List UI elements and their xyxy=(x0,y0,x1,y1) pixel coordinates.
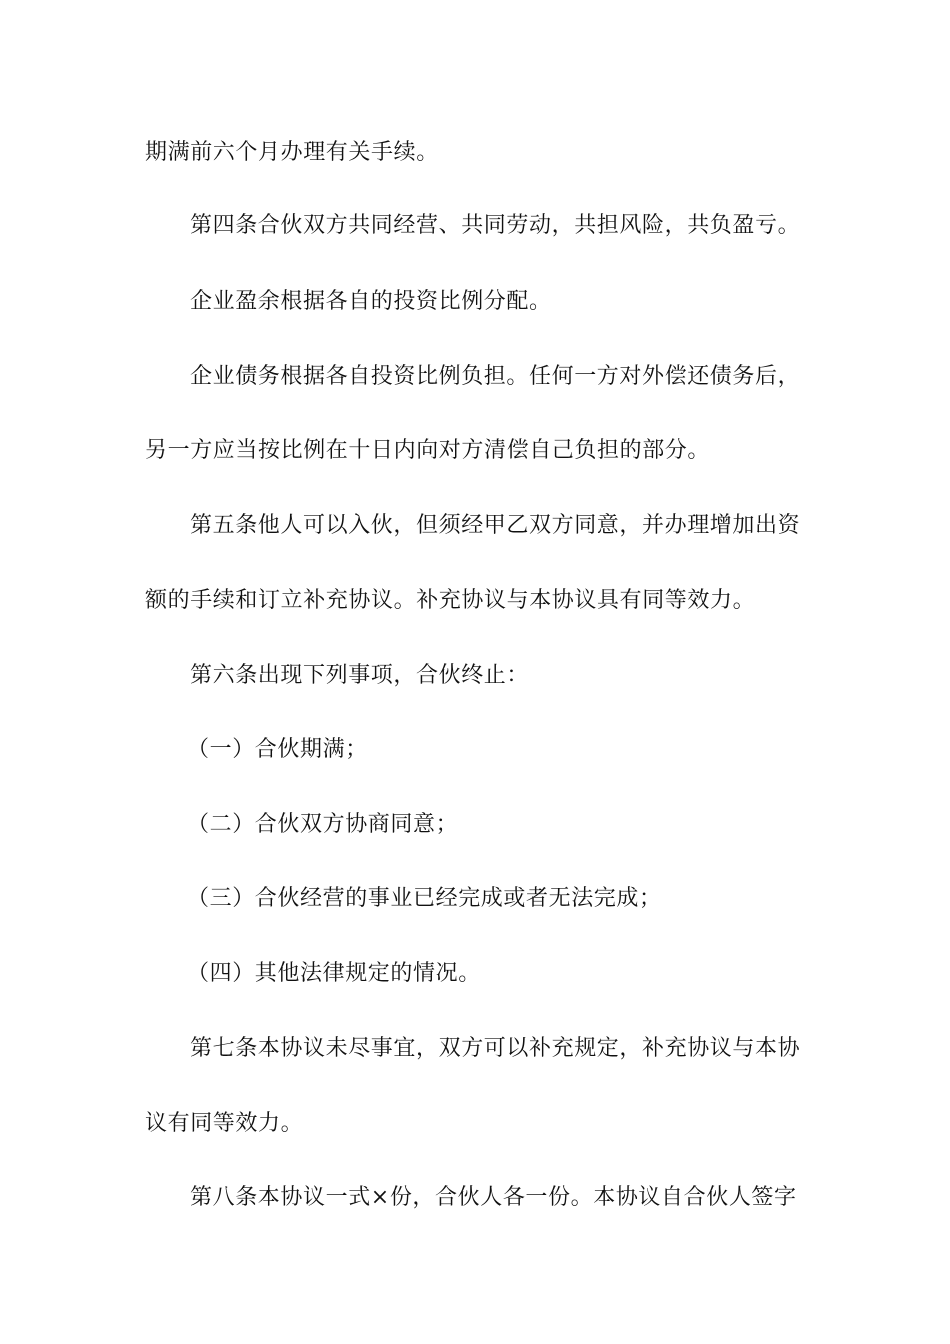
article-5-line-2: 额的手续和订立补充协议。补充协议与本协议具有同等效力。 xyxy=(145,588,756,613)
termination-item-2: （二）合伙双方协商同意； xyxy=(187,812,459,837)
text-line-1: 期满前六个月办理有关手续。 xyxy=(145,140,439,165)
article-6-line: 第六条出现下列事项，合伙终止： xyxy=(190,663,530,688)
termination-item-3: （三）合伙经营的事业已经完成或者无法完成； xyxy=(187,886,662,911)
termination-item-1: （一）合伙期满； xyxy=(187,737,368,762)
article-5-line-1: 第五条他人可以入伙，但须经甲乙双方同意，并办理增加出资 xyxy=(190,513,801,538)
profit-distribution-line: 企业盈余根据各自的投资比例分配。 xyxy=(190,289,552,314)
debt-allocation-line-1: 企业债务根据各自投资比例负担。任何一方对外偿还债务后， xyxy=(190,364,801,389)
article-7-line-2: 议有同等效力。 xyxy=(145,1111,304,1136)
article-8-line: 第八条本协议一式×份，合伙人各一份。本协议自合伙人签字 xyxy=(190,1185,797,1210)
termination-item-4: （四）其他法律规定的情况。 xyxy=(187,961,481,986)
debt-allocation-line-2: 另一方应当按比例在十日内向对方清偿自己负担的部分。 xyxy=(145,438,711,463)
article-7-line-1: 第七条本协议未尽事宜，双方可以补充规定，补充协议与本协 xyxy=(190,1036,801,1061)
article-4-line: 第四条合伙双方共同经营、共同劳动，共担风险，共负盈亏。 xyxy=(190,213,801,238)
